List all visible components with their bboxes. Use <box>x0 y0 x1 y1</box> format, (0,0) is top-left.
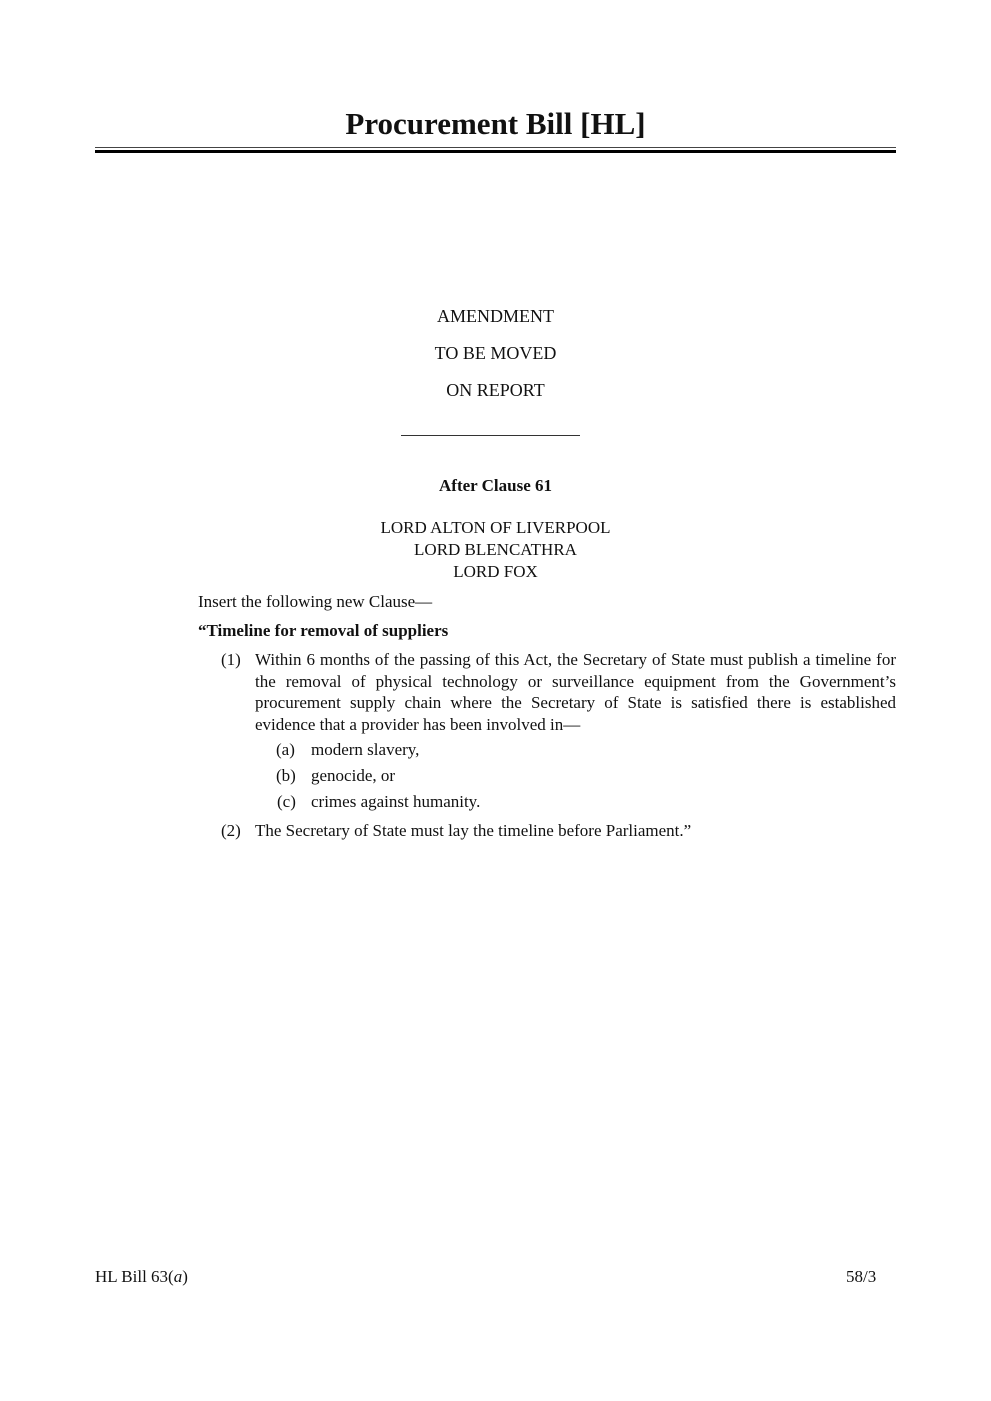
divider <box>401 435 580 436</box>
sponsor: LORD FOX <box>453 562 538 581</box>
bill-number-suffix: a <box>173 1267 183 1286</box>
instruction: Insert the following new Clause— <box>198 592 433 611</box>
clause-title: “Timeline for removal of suppliers <box>198 621 449 640</box>
item-number: (b) <box>276 766 296 785</box>
item-text: modern slavery, <box>311 740 420 759</box>
subsection-number: (2) <box>221 821 241 840</box>
sponsor: LORD ALTON OF LIVERPOOL <box>380 518 611 537</box>
notice-line: AMENDMENT <box>437 306 554 326</box>
notice-line: TO BE MOVED <box>434 343 557 363</box>
bill-number-close: ) <box>182 1267 188 1286</box>
title-rule-thick <box>95 150 896 153</box>
section-heading: After Clause 61 <box>439 476 552 495</box>
sponsor: LORD BLENCATHRA <box>414 540 577 559</box>
bill-number-prefix: HL Bill 63( <box>95 1267 174 1286</box>
subsection-number: (1) <box>221 650 241 669</box>
subsection-text: Within 6 months of the passing of this Act, the Secretary of State must publish a timeline for the removal of physical technology or surveillance equipment from the Government’s procurement supply chain where the Secretary of State is satisfied there is established evidence that a provider has been involved in— <box>255 650 896 734</box>
subsection-text: The Secretary of State must lay the timeline before Parliament.” <box>255 821 692 840</box>
item-text: crimes against humanity. <box>311 792 481 811</box>
bill-number <box>95 1266 188 1288</box>
item-text: genocide, or <box>311 766 396 785</box>
page-reference: 58/3 <box>846 1267 877 1286</box>
notice-line: ON REPORT <box>446 380 545 400</box>
item-number: (a) <box>276 740 295 759</box>
title-rule-thin <box>95 147 896 148</box>
page-title: Procurement Bill [HL] <box>345 106 646 141</box>
item-number: (c) <box>277 792 296 811</box>
